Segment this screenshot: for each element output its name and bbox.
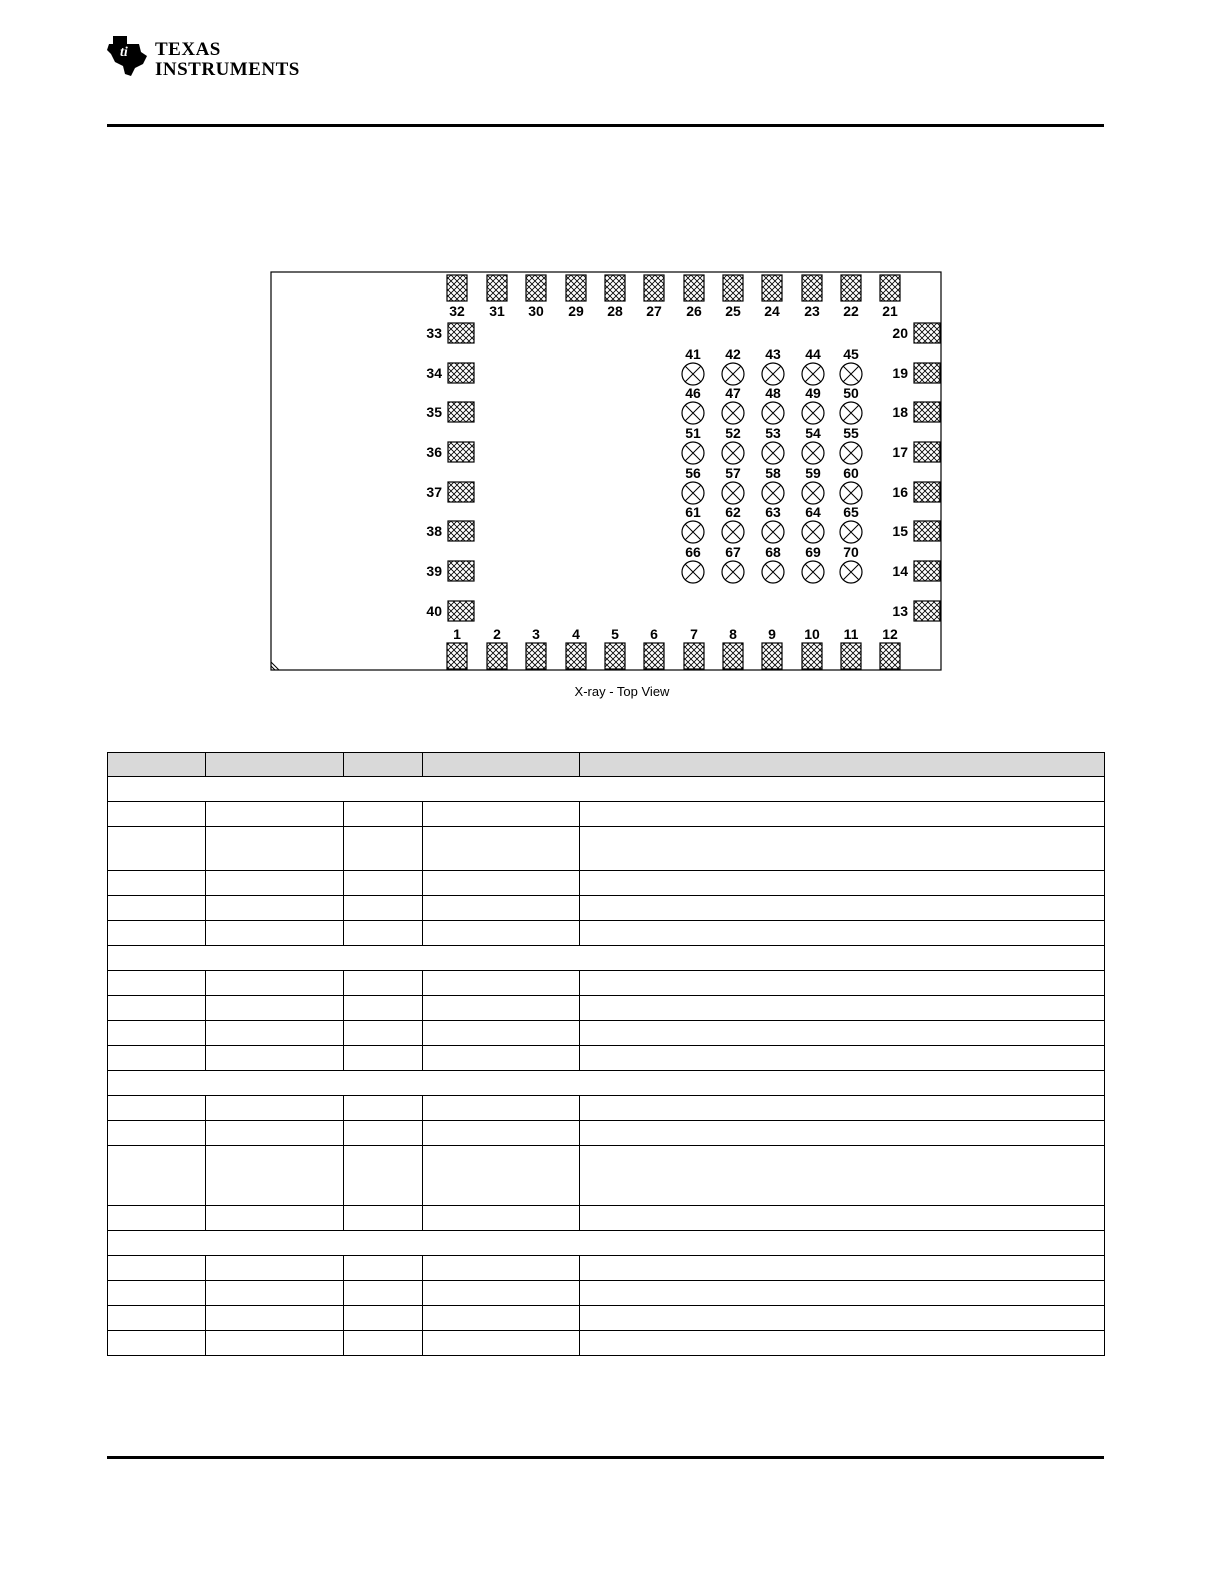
- table-cell: [206, 996, 344, 1021]
- ball-label-64: 64: [805, 504, 821, 520]
- ball-label-42: 42: [725, 346, 741, 362]
- table-cell: [423, 802, 580, 827]
- pin-pad-6: [644, 643, 664, 669]
- pin-pad-16: [914, 482, 940, 502]
- table-cell: [206, 1021, 344, 1046]
- pin-pad-17: [914, 442, 940, 462]
- table-cell: [344, 1021, 423, 1046]
- ball-pad-45: [840, 363, 862, 385]
- pin-label-13: 13: [892, 603, 908, 619]
- ball-label-60: 60: [843, 465, 859, 481]
- table-cell: [580, 1331, 1105, 1356]
- ball-label-50: 50: [843, 385, 859, 401]
- pin-label-17: 17: [892, 444, 908, 460]
- pin-pad-5: [605, 643, 625, 669]
- table-cell: [108, 871, 206, 896]
- ball-label-45: 45: [843, 346, 859, 362]
- table-cell: [206, 827, 344, 871]
- pin-label-19: 19: [892, 365, 908, 381]
- ball-label-58: 58: [765, 465, 781, 481]
- table-cell: [423, 921, 580, 946]
- pin-label-4: 4: [572, 626, 580, 642]
- table-cell: [423, 1306, 580, 1331]
- ball-label-66: 66: [685, 544, 701, 560]
- ball-label-65: 65: [843, 504, 859, 520]
- pin-pad-40: [448, 601, 474, 621]
- pin-label-8: 8: [729, 626, 737, 642]
- pin-description-table: [107, 752, 1105, 1356]
- pin-pad-24: [762, 275, 782, 301]
- pin-pad-28: [605, 275, 625, 301]
- table-header-cell: [108, 753, 206, 777]
- table-cell: [206, 1121, 344, 1146]
- pin-label-16: 16: [892, 484, 908, 500]
- table-cell: [344, 1306, 423, 1331]
- ball-pad-64: [802, 521, 824, 543]
- table-cell: [423, 1281, 580, 1306]
- ball-label-43: 43: [765, 346, 781, 362]
- pin-pad-35: [448, 402, 474, 422]
- ball-label-63: 63: [765, 504, 781, 520]
- pin-pad-15: [914, 521, 940, 541]
- table-cell: [423, 996, 580, 1021]
- table-row: [108, 996, 1105, 1021]
- pin-label-25: 25: [725, 303, 741, 319]
- table-cell: [580, 1206, 1105, 1231]
- pin-label-10: 10: [804, 626, 820, 642]
- table-cell: [344, 921, 423, 946]
- ball-pad-60: [840, 482, 862, 504]
- table-cell: [344, 871, 423, 896]
- pin-label-9: 9: [768, 626, 776, 642]
- pin-pad-29: [566, 275, 586, 301]
- ball-label-41: 41: [685, 346, 701, 362]
- table-cell: [423, 1121, 580, 1146]
- ball-label-61: 61: [685, 504, 701, 520]
- table-cell: [108, 1021, 206, 1046]
- table-row: [108, 1021, 1105, 1046]
- table-cell: [108, 1256, 206, 1281]
- package-outline: [271, 272, 941, 670]
- pin-label-37: 37: [426, 484, 442, 500]
- ball-pad-46: [682, 402, 704, 424]
- ball-label-55: 55: [843, 425, 859, 441]
- pin-label-23: 23: [804, 303, 820, 319]
- pin-label-31: 31: [489, 303, 505, 319]
- table-row: [108, 1256, 1105, 1281]
- table-section-row: [108, 1071, 1105, 1096]
- table-section-row: [108, 777, 1105, 802]
- table-cell: [423, 1256, 580, 1281]
- pin-label-28: 28: [607, 303, 623, 319]
- table-cell: [344, 971, 423, 996]
- ball-pad-59: [802, 482, 824, 504]
- pin-pad-27: [644, 275, 664, 301]
- pin-pad-34: [448, 363, 474, 383]
- pin-label-26: 26: [686, 303, 702, 319]
- pin-label-38: 38: [426, 523, 442, 539]
- table-row: [108, 971, 1105, 996]
- table-cell: [344, 1046, 423, 1071]
- pin-pad-36: [448, 442, 474, 462]
- table-row: [108, 1146, 1105, 1206]
- table-cell: [108, 1331, 206, 1356]
- pin-pad-3: [526, 643, 546, 669]
- ball-label-54: 54: [805, 425, 821, 441]
- ball-label-57: 57: [725, 465, 741, 481]
- table-cell: [580, 1021, 1105, 1046]
- ball-pad-61: [682, 521, 704, 543]
- ball-pad-57: [722, 482, 744, 504]
- table-cell: [206, 1256, 344, 1281]
- table-cell: [580, 827, 1105, 871]
- ball-pad-47: [722, 402, 744, 424]
- table-section-cell: [108, 777, 1105, 802]
- table-cell: [108, 1306, 206, 1331]
- pin-pad-12: [880, 643, 900, 669]
- table-cell: [344, 996, 423, 1021]
- table-cell: [580, 1146, 1105, 1206]
- table-cell: [423, 1021, 580, 1046]
- ball-label-68: 68: [765, 544, 781, 560]
- table-row: [108, 896, 1105, 921]
- ball-pad-56: [682, 482, 704, 504]
- pin-pad-7: [684, 643, 704, 669]
- ball-pad-63: [762, 521, 784, 543]
- table-cell: [344, 896, 423, 921]
- pin-label-33: 33: [426, 325, 442, 341]
- texas-instruments-logo: [105, 34, 305, 82]
- ball-pad-66: [682, 561, 704, 583]
- header-rule: [107, 124, 1104, 127]
- table-cell: [423, 871, 580, 896]
- table-cell: [206, 1046, 344, 1071]
- table-cell: [580, 802, 1105, 827]
- pin-label-39: 39: [426, 563, 442, 579]
- table-header-cell: [580, 753, 1105, 777]
- pin-pad-23: [802, 275, 822, 301]
- table-row: [108, 1046, 1105, 1071]
- pin-label-12: 12: [882, 626, 898, 642]
- table-cell: [580, 1096, 1105, 1121]
- ball-label-70: 70: [843, 544, 859, 560]
- ball-pad-68: [762, 561, 784, 583]
- ball-pad-49: [802, 402, 824, 424]
- pin-label-18: 18: [892, 404, 908, 420]
- table-cell: [108, 827, 206, 871]
- table-section-cell: [108, 1071, 1105, 1096]
- ball-label-69: 69: [805, 544, 821, 560]
- table-cell: [108, 896, 206, 921]
- pin-pad-31: [487, 275, 507, 301]
- pin-label-34: 34: [426, 365, 442, 381]
- ball-label-49: 49: [805, 385, 821, 401]
- pin-pad-38: [448, 521, 474, 541]
- pin-pad-26: [684, 275, 704, 301]
- table-cell: [108, 971, 206, 996]
- pin-label-32: 32: [449, 303, 465, 319]
- ball-pad-50: [840, 402, 862, 424]
- pin-pad-18: [914, 402, 940, 422]
- pin-pad-9: [762, 643, 782, 669]
- ball-label-53: 53: [765, 425, 781, 441]
- ball-pad-54: [802, 442, 824, 464]
- diagram-caption: X-ray - Top View: [574, 684, 670, 699]
- ball-label-52: 52: [725, 425, 741, 441]
- table-cell: [206, 1206, 344, 1231]
- table-cell: [344, 1281, 423, 1306]
- table-cell: [108, 1121, 206, 1146]
- table-cell: [580, 1121, 1105, 1146]
- pin-pad-30: [526, 275, 546, 301]
- svg-text:ti: ti: [120, 45, 128, 60]
- ball-label-51: 51: [685, 425, 701, 441]
- pin-pad-14: [914, 561, 940, 581]
- table-section-cell: [108, 946, 1105, 971]
- table-cell: [580, 1256, 1105, 1281]
- table-cell: [344, 1256, 423, 1281]
- table-header-cell: [206, 753, 344, 777]
- table-cell: [206, 896, 344, 921]
- ball-label-56: 56: [685, 465, 701, 481]
- table-row: [108, 802, 1105, 827]
- pin-label-30: 30: [528, 303, 544, 319]
- pin-label-29: 29: [568, 303, 584, 319]
- pin-label-24: 24: [764, 303, 780, 319]
- table-section-row: [108, 1231, 1105, 1256]
- table-cell: [206, 921, 344, 946]
- table-header-cell: [344, 753, 423, 777]
- pin-label-40: 40: [426, 603, 442, 619]
- pin-label-11: 11: [843, 626, 859, 642]
- ball-pad-42: [722, 363, 744, 385]
- ball-pad-69: [802, 561, 824, 583]
- table-row: [108, 827, 1105, 871]
- pin-label-7: 7: [690, 626, 698, 642]
- ball-label-48: 48: [765, 385, 781, 401]
- ball-pad-70: [840, 561, 862, 583]
- table-cell: [344, 1206, 423, 1231]
- pin-label-21: 21: [882, 303, 898, 319]
- ball-pad-52: [722, 442, 744, 464]
- table-cell: [580, 921, 1105, 946]
- table-cell: [580, 871, 1105, 896]
- pin-label-1: 1: [453, 626, 461, 642]
- pin-pad-4: [566, 643, 586, 669]
- table-cell: [423, 1146, 580, 1206]
- ball-pad-65: [840, 521, 862, 543]
- pin-pad-2: [487, 643, 507, 669]
- table-cell: [580, 1046, 1105, 1071]
- pin-label-35: 35: [426, 404, 442, 420]
- table-cell: [206, 1281, 344, 1306]
- pin-label-22: 22: [843, 303, 859, 319]
- table-cell: [580, 896, 1105, 921]
- table-cell: [423, 1206, 580, 1231]
- table-cell: [423, 1046, 580, 1071]
- table-cell: [206, 971, 344, 996]
- pin-pad-11: [841, 643, 861, 669]
- table-cell: [108, 1206, 206, 1231]
- table-cell: [108, 1046, 206, 1071]
- ball-pad-53: [762, 442, 784, 464]
- pin-label-5: 5: [611, 626, 619, 642]
- pin-label-15: 15: [892, 523, 908, 539]
- ball-label-46: 46: [685, 385, 701, 401]
- table-cell: [206, 871, 344, 896]
- ball-label-62: 62: [725, 504, 741, 520]
- pin-pad-13: [914, 601, 940, 621]
- table-cell: [423, 1331, 580, 1356]
- table-row: [108, 1121, 1105, 1146]
- pin-pad-21: [880, 275, 900, 301]
- xray-pinout-diagram: [262, 266, 962, 706]
- table-cell: [344, 827, 423, 871]
- table-row: [108, 921, 1105, 946]
- pin-pad-39: [448, 561, 474, 581]
- table-cell: [423, 971, 580, 996]
- ball-pad-58: [762, 482, 784, 504]
- table-cell: [206, 1096, 344, 1121]
- table-header-row: [108, 753, 1105, 777]
- pin-label-20: 20: [892, 325, 908, 341]
- pin-pad-25: [723, 275, 743, 301]
- pin-label-36: 36: [426, 444, 442, 460]
- table-cell: [344, 802, 423, 827]
- ball-pad-48: [762, 402, 784, 424]
- table-cell: [344, 1331, 423, 1356]
- ball-label-47: 47: [725, 385, 741, 401]
- ball-pad-44: [802, 363, 824, 385]
- ball-pad-62: [722, 521, 744, 543]
- table-cell: [580, 971, 1105, 996]
- table-row: [108, 1306, 1105, 1331]
- pin-pad-37: [448, 482, 474, 502]
- ti-state-icon: [105, 34, 151, 78]
- table-cell: [108, 1281, 206, 1306]
- table-section-cell: [108, 1231, 1105, 1256]
- logo-text-texas: TEXAS: [155, 39, 221, 60]
- table-cell: [206, 1146, 344, 1206]
- table-cell: [344, 1146, 423, 1206]
- pin-label-2: 2: [493, 626, 501, 642]
- pin-pad-19: [914, 363, 940, 383]
- pin-label-3: 3: [532, 626, 540, 642]
- footer-rule: [107, 1456, 1104, 1459]
- table-cell: [344, 1121, 423, 1146]
- ball-pad-41: [682, 363, 704, 385]
- table-cell: [206, 1306, 344, 1331]
- pin-pad-33: [448, 323, 474, 343]
- table-header-cell: [423, 753, 580, 777]
- pin-pad-10: [802, 643, 822, 669]
- table-row: [108, 1331, 1105, 1356]
- table-cell: [423, 1096, 580, 1121]
- ball-label-67: 67: [725, 544, 741, 560]
- pin-pad-8: [723, 643, 743, 669]
- ball-label-59: 59: [805, 465, 821, 481]
- ball-pad-55: [840, 442, 862, 464]
- ball-pad-43: [762, 363, 784, 385]
- table-row: [108, 871, 1105, 896]
- table-row: [108, 1281, 1105, 1306]
- table-cell: [423, 827, 580, 871]
- table-cell: [206, 802, 344, 827]
- pin-pad-1: [447, 643, 467, 669]
- ball-pad-67: [722, 561, 744, 583]
- table-cell: [108, 1146, 206, 1206]
- ball-pad-51: [682, 442, 704, 464]
- table-cell: [108, 802, 206, 827]
- table-cell: [580, 1281, 1105, 1306]
- table-cell: [108, 921, 206, 946]
- pin-pad-20: [914, 323, 940, 343]
- pin-label-14: 14: [892, 563, 908, 579]
- table-row: [108, 1206, 1105, 1231]
- table-cell: [206, 1331, 344, 1356]
- table-cell: [108, 996, 206, 1021]
- table-row: [108, 1096, 1105, 1121]
- pin-label-27: 27: [646, 303, 662, 319]
- logo-text-instruments: INSTRUMENTS: [155, 59, 300, 80]
- table-section-row: [108, 946, 1105, 971]
- table-cell: [423, 896, 580, 921]
- table-cell: [344, 1096, 423, 1121]
- table-cell: [580, 1306, 1105, 1331]
- table-cell: [108, 1096, 206, 1121]
- pin-pad-32: [447, 275, 467, 301]
- pin-label-6: 6: [650, 626, 658, 642]
- table-cell: [580, 996, 1105, 1021]
- ball-label-44: 44: [805, 346, 821, 362]
- pin-pad-22: [841, 275, 861, 301]
